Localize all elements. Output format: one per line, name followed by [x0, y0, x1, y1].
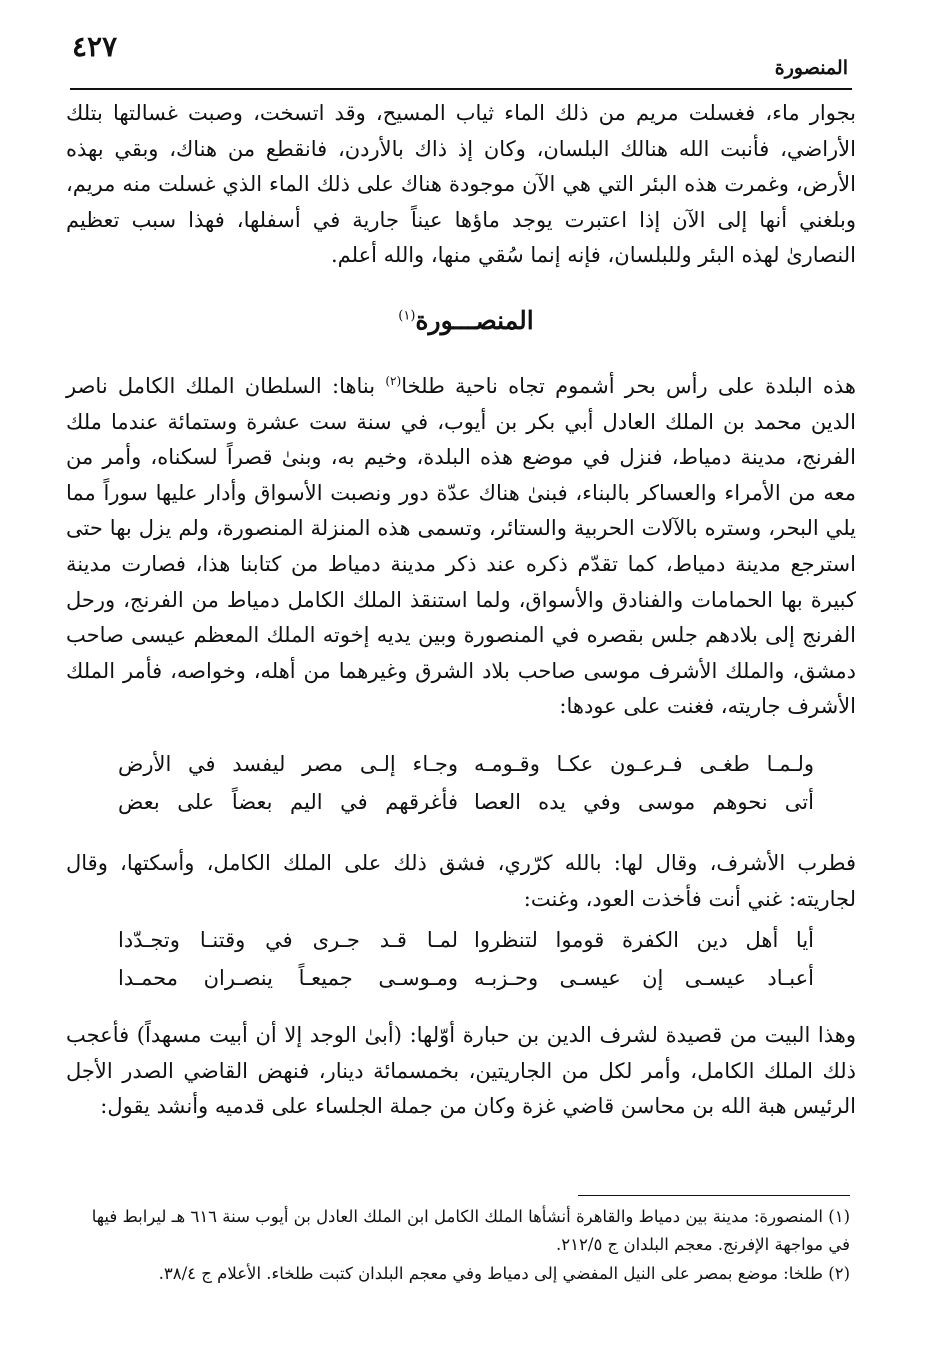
footnote-2: [80, 1260, 850, 1288]
footnote-text: طلخا: موضع بمصر على النيل المفضي إلى دمياط وفي معجم البلدان كتبت طلخاء. الأعلام ج ٣٨/٤.: [158, 1264, 823, 1283]
footnote-text: المنصورة: مدينة بين دمياط والقاهرة أنشأها الملك الكامل ابن الملك العادل بن أيوب سنة ٦١٦ هـ ليرابط فيها في مواجهة الإفرنج. معجم البلدان ج ٢١٢/٥.: [91, 1207, 850, 1254]
section-title-text: المنصـــورة: [415, 306, 534, 335]
verse-hemistich: ولـمـا طغـى فـرعـون عكـا وقـومـه: [474, 752, 814, 776]
footnote-ref-1: (١): [398, 308, 416, 324]
footnote-ref-2: (٢): [385, 374, 402, 388]
main-paragraph: [66, 364, 856, 725]
verse-hemistich: وجـاء إلـى مصر ليفسد في الأرض: [118, 752, 458, 776]
paragraph-3: وهذا البيت من قصيدة لشرف الدين بن حبارة أوّلها: (أبىٰ الوجد إلا أن أبيت مسهداً) فأعجب ذلك الملك الكامل، وأمر لكل من الجاريتين، بخمسمائة دينار، فنهض القاضي الصدر الأجل الرئيس هبة الله بن محاسن قاضي غزة وكان من جملة الجلساء على قدميه وأنشد يقول:: [66, 1023, 856, 1119]
page-number: ٤٢٧: [72, 30, 118, 63]
footnote-separator: [578, 1195, 850, 1196]
intro-paragraph: بجوار ماء، فغسلت مريم من ذلك الماء ثياب المسيح، وقد اتسخت، وصبت غسالتها بتلك الأراضي، فأنبت الله هنالك البلسان، وكان إذ ذاك بالأردن، فانقطع من هناك، وبقي بهذه الأرض، وغمرت هذه البئر التي هي الآن موجودة هناك على ذلك الماء الذي غسلت منه مريم، وبلغني أنها إلى الآن إذا اعتبرت يوجد ماؤها عيناً جارية في أسفلها، فهذا سبب تعظيم النصارىٰ لهذه البئر وللبلسان، فإنه إنما سُقي منها، والله أعلم.: [66, 101, 856, 268]
verse-hemistich: فأغرقهم في اليم بعضاً على بعض: [118, 790, 458, 814]
main-paragraph-part2: بناها: السلطان الملك الكامل ناصر الدين محمد بن الملك العادل أبي بكر بن أيوب، في سنة ست عشرة وستمائة عندما ملك الفرنج، مدينة دمياط، فنزل في موضع هذه البلدة، وخيم به، وبنىٰ قصراً لسكناه، وأمر من معه من الأمراء والعساكر بالبناء، فبنىٰ هناك عدّة دور ونصبت الأسواق وأدار عليها سوراً مما يلي البحر، وستره بالآلات الحربية والستائر، وتسمى هذه المنزلة المنصورة، ولم يزل بها حتى استرجع مدينة دمياط، كما تقدّم ذكره عند ذكر مدينة دمياط من كتابنا هذا، فصارت مدينة كبيرة بها الحمامات والفنادق والأسواق، ولما استنقذ الملك الكامل دمياط من الفرنج، ورحل الفرنج إلى بلادهم جلس بقصره في المنصورة وبين يديه إخوته الملك المعظم عيسى صاحب دمشق، والملك الأشرف موسى صاحب بلاد الشرق وغيرهما من أهله، وخواصه، فأمر الملك الأشرف جاريته، فغنت على عودها:: [66, 374, 856, 719]
main-paragraph-part1: هذه البلدة على رأس بحر أشموم تجاه ناحية طلخا: [401, 374, 856, 398]
verse-hemistich: أيا أهل دين الكفرة قوموا لتنظروا: [474, 928, 814, 952]
running-head: المنصورة: [774, 57, 848, 79]
footnote-1: [80, 1203, 850, 1259]
footnote-marker: (٢): [828, 1264, 850, 1283]
verse-hemistich: أتى نحوهم موسى وفي يده العصا: [474, 790, 814, 814]
paragraph-2: فطرب الأشرف، وقال لها: بالله كرّري، فشق ذلك على الملك الكامل، وأسكتها، وقال لجاريته: غني أنت فأخذت العود، وغنت:: [66, 851, 856, 911]
verse-hemistich: لمـا قـد جـرى في وقتنـا وتجـدّدا: [118, 928, 458, 952]
verse-hemistich: ومـوسـى جميعـاً ينصـران محمـدا: [118, 966, 458, 990]
header-rule: [70, 88, 852, 90]
section-title: [0, 306, 932, 335]
verse-hemistich: أعبـاد عيسـى إن عيسـى وحـزبـه: [474, 966, 814, 990]
footnote-marker: (١): [828, 1207, 850, 1226]
